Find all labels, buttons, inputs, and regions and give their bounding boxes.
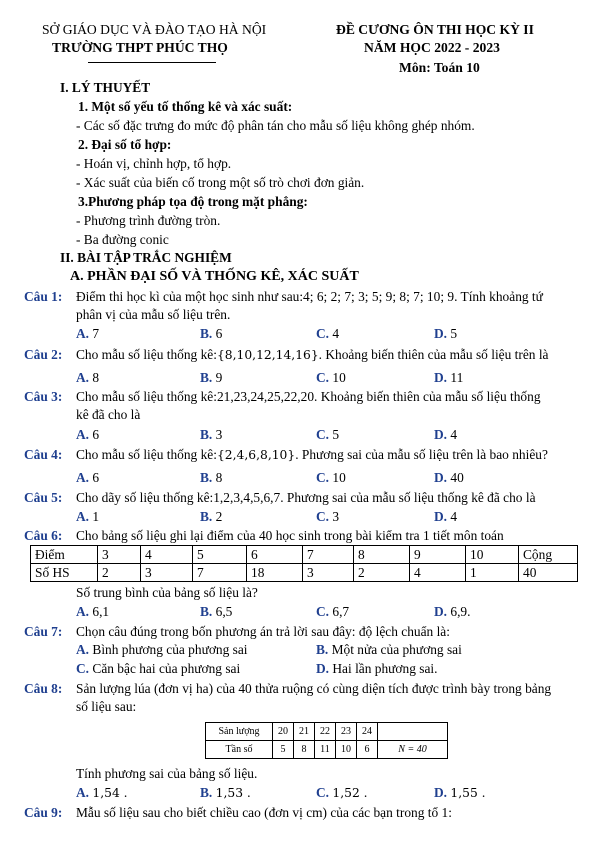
answer-b[interactable]: B. 1,53 . — [200, 785, 251, 800]
answer-c[interactable]: C. 3 — [316, 509, 340, 524]
table-cell: 11 — [315, 741, 336, 759]
answer-d[interactable]: D. 11 — [434, 370, 464, 385]
question-text: số liệu sau: — [76, 699, 137, 714]
answer-d[interactable]: D. 1,55 . — [434, 785, 486, 800]
theory-sub2-item1: - Hoán vị, chỉnh hợp, tổ hợp. — [76, 156, 232, 171]
table-cell: 8 — [294, 741, 315, 759]
theory-sub2-item2: - Xác suất của biến cố trong một số trò chơi đơn giản. — [76, 175, 365, 190]
table-cell: 24 — [357, 723, 378, 741]
table-row — [31, 564, 578, 582]
table-row — [31, 546, 578, 564]
table-cell: 5 — [273, 741, 294, 759]
answer-a[interactable]: A. 8 — [76, 370, 100, 385]
table-cell: Cộng — [519, 546, 578, 564]
theory-sub2: 2. Đại số tổ hợp: — [78, 137, 172, 152]
answer-d[interactable]: D. 4 — [434, 427, 458, 442]
question-text: Cho mẫu số liệu thống kê:{8,10,12,14,16}. Khoảng biến thiên của mẫu số liệu trên là — [76, 347, 549, 362]
answer-b[interactable]: B. 3 — [200, 427, 223, 442]
answer-c[interactable]: C. 6,7 — [316, 604, 350, 619]
question-number: Câu 7: — [24, 624, 63, 639]
question-number: Câu 6: — [24, 528, 63, 543]
part-a-title: A. PHẦN ĐẠI SỐ VÀ THỐNG KÊ, XÁC SUẤT — [70, 269, 359, 284]
header-title: ĐỀ CƯƠNG ÔN THI HỌC KỲ II — [336, 22, 534, 37]
answer-c[interactable]: C. Căn bậc hai của phương sai — [76, 661, 241, 676]
table-cell: 40 — [519, 564, 578, 582]
question-text: phân vị của mẫu số liệu trên. — [76, 307, 231, 322]
table-cell: 6 — [357, 741, 378, 759]
table-cell: 5 — [193, 546, 247, 564]
question-text: Cho mẫu số liệu thống kê:21,23,24,25,22,20. Khoảng biến thiên của mẫu số liệu thống — [76, 389, 541, 404]
table-cell: 23 — [336, 723, 357, 741]
table-cell: Sản lượng — [206, 723, 273, 741]
table-cell — [378, 723, 448, 741]
question-text: Mẫu số liệu sau cho biết chiều cao (đơn vị cm) của các bạn trong tổ 1: — [76, 805, 452, 820]
answer-c[interactable]: C. 1,52 . — [316, 785, 368, 800]
table-cell: 2 — [98, 564, 141, 582]
table-cell: 4 — [141, 546, 193, 564]
table-cell: Điểm — [31, 546, 98, 564]
table-cell: 8 — [354, 546, 410, 564]
table-cell: 22 — [315, 723, 336, 741]
table-cell: N = 40 — [378, 741, 448, 759]
table-cell: 10 — [336, 741, 357, 759]
header-underline — [88, 62, 216, 63]
question-number: Câu 8: — [24, 681, 63, 696]
answer-a[interactable]: A. 1,54 . — [76, 785, 128, 800]
table-cell: 6 — [247, 546, 303, 564]
theory-sub1-item: - Các số đặc trưng đo mức độ phân tán cho mẫu số liệu không ghép nhóm. — [76, 118, 475, 133]
answer-b[interactable]: B. 9 — [200, 370, 223, 385]
score-table — [30, 545, 578, 582]
answer-c[interactable]: C. 10 — [316, 370, 346, 385]
question-text: Cho dãy số liệu thống kê:1,2,3,4,5,6,7. Phương sai của mẫu số liệu thống kê đã cho là — [76, 490, 536, 505]
table-cell: 4 — [410, 564, 466, 582]
answer-a[interactable]: A. 7 — [76, 326, 100, 341]
answer-b[interactable]: B. Một nửa của phương sai — [316, 642, 462, 657]
answer-a[interactable]: A. Bình phương của phương sai — [76, 642, 248, 657]
question-text: Điểm thi học kì của một học sinh như sau:4; 6; 2; 7; 3; 5; 9; 8; 7; 10; 9. Tính khoảng tứ — [76, 289, 543, 304]
question-number: Câu 4: — [24, 447, 63, 462]
table-cell: 10 — [466, 546, 519, 564]
header-year: NĂM HỌC 2022 - 2023 — [364, 40, 500, 55]
answer-d[interactable]: D. 40 — [434, 470, 464, 485]
table-cell: 3 — [141, 564, 193, 582]
table-cell: 18 — [247, 564, 303, 582]
table-cell: 20 — [273, 723, 294, 741]
question-text: Sản lượng lúa (đơn vị ha) của 40 thửa ruộng có cùng diện tích được trình bày trong bảng — [76, 681, 552, 696]
section-exercises-title: II. BÀI TẬP TRẮC NGHIỆM — [60, 250, 232, 265]
answer-a[interactable]: A. 1 — [76, 509, 100, 524]
question-text: Số trung bình của bảng số liệu là? — [76, 585, 258, 600]
table-row — [206, 741, 448, 759]
header-department: SỞ GIÁO DỤC VÀ ĐÀO TẠO HÀ NỘI — [42, 22, 267, 37]
answer-b[interactable]: B. 6,5 — [200, 604, 233, 619]
header-school: TRƯỜNG THPT PHÚC THỌ — [52, 40, 228, 55]
answer-a[interactable]: A. 6 — [76, 470, 100, 485]
theory-sub3-item1: - Phương trình đường tròn. — [76, 213, 221, 228]
question-text: kê đã cho là — [76, 407, 141, 422]
table-cell: 2 — [354, 564, 410, 582]
table-cell: Tần số — [206, 741, 273, 759]
answer-d[interactable]: D. 5 — [434, 326, 458, 341]
table-cell: 7 — [193, 564, 247, 582]
table-cell: 9 — [410, 546, 466, 564]
answer-d[interactable]: D. 6,9. — [434, 604, 471, 619]
question-number: Câu 9: — [24, 805, 63, 820]
question-text: Tính phương sai của bảng số liệu. — [76, 766, 258, 781]
section-theory-title: I. LÝ THUYẾT — [60, 80, 151, 95]
answer-c[interactable]: C. 4 — [316, 326, 340, 341]
answer-d[interactable]: D. Hai lần phương sai. — [316, 661, 438, 676]
question-text: Cho bảng số liệu ghi lại điểm của 40 học sinh trong bài kiểm tra 1 tiết môn toán — [76, 528, 504, 543]
table-cell: 3 — [98, 546, 141, 564]
answer-d[interactable]: D. 4 — [434, 509, 458, 524]
theory-sub1: 1. Một số yếu tố thống kê và xác suất: — [78, 99, 293, 114]
answer-a[interactable]: A. 6,1 — [76, 604, 110, 619]
question-number: Câu 3: — [24, 389, 63, 404]
question-text: Cho mẫu số liệu thống kê:{2,4,6,8,10}. Phương sai của mẫu số liệu trên là bao nhiêu? — [76, 447, 548, 462]
yield-table — [205, 722, 448, 759]
answer-b[interactable]: B. 2 — [200, 509, 223, 524]
table-row — [206, 723, 448, 741]
theory-sub3: 3.Phương pháp tọa độ trong mặt phẳng: — [78, 194, 308, 209]
question-number: Câu 5: — [24, 490, 63, 505]
answer-a[interactable]: A. 6 — [76, 427, 100, 442]
header-subject: Môn: Toán 10 — [399, 60, 480, 75]
question-text: Chọn câu đúng trong bốn phương án trả lời sau đây: độ lệch chuẩn là: — [76, 624, 450, 639]
answer-b[interactable]: B. 8 — [200, 470, 223, 485]
answer-c[interactable]: C. 5 — [316, 427, 340, 442]
question-number: Câu 2: — [24, 347, 63, 362]
table-cell: 21 — [294, 723, 315, 741]
answer-c[interactable]: C. 10 — [316, 470, 346, 485]
theory-sub3-item2: - Ba đường conic — [76, 232, 169, 247]
table-cell: 3 — [303, 564, 354, 582]
table-cell: 1 — [466, 564, 519, 582]
table-cell: Số HS — [31, 564, 98, 582]
answer-b[interactable]: B. 6 — [200, 326, 223, 341]
question-number: Câu 1: — [24, 289, 63, 304]
table-cell: 7 — [303, 546, 354, 564]
